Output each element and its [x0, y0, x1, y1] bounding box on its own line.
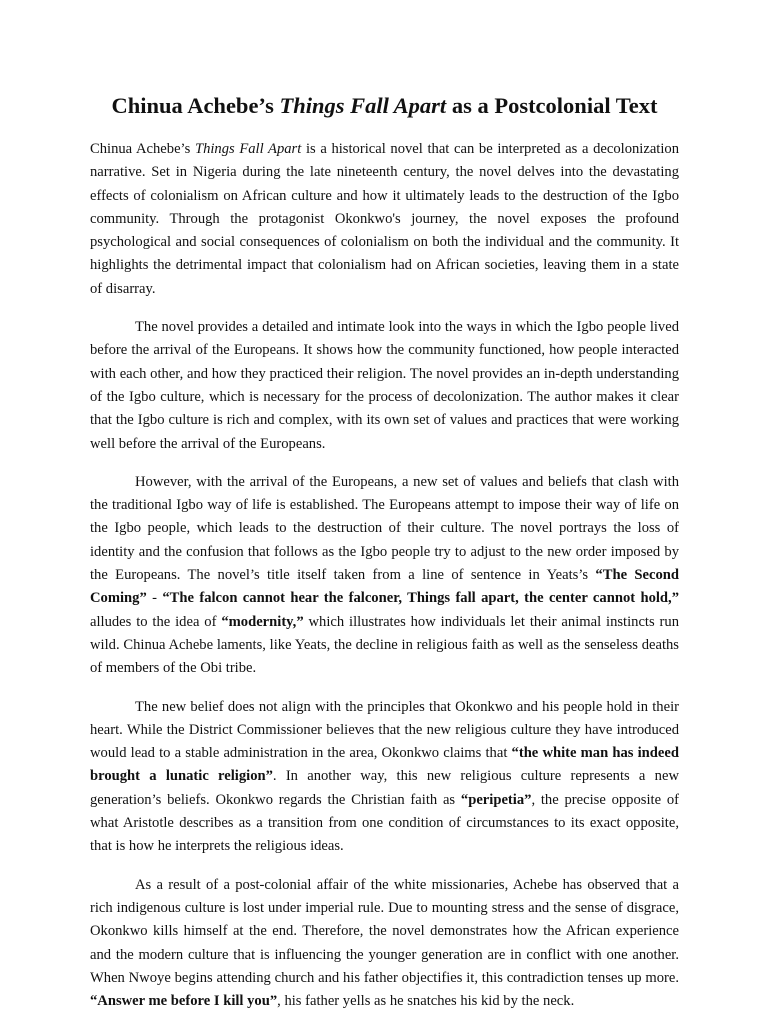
- text-run: The new belief does not align with the principles that Okonkwo and his people hold in their heart. While the District Commissioner believes that the new religious culture they have introduced would lead to a stable administration in the area, Okonkwo claims that: [90, 698, 679, 762]
- paragraph-1: [90, 138, 679, 301]
- paragraph-2: [90, 316, 679, 456]
- text-run: As a result of a post-colonial affair of the white missionaries, Achebe has observed that a rich indigenous culture is lost under imperial rule. Due to mounting stress and the sense of disgrace, Okonkwo kills himself at the end. Therefore, the novel demonstrates how the African experience and the modern culture that is influencing the younger generation are in conflict with one another. When Nwoye begins attending church and his father objectifies it, this contradiction tenses up more.: [90, 876, 679, 986]
- quoted-phrase: “the white man has indeed brought a lunatic religion”: [90, 745, 679, 785]
- paragraph-5: [90, 874, 679, 1014]
- title-rest: as a Postcolonial Text: [446, 93, 658, 118]
- text-run: is a historical novel that can be interpreted as a decolonization narrative. Set in Nigeria during the late nineteenth century, the novel delves into the devastating effects of colonialism on African culture and how it ultimately leads to the destruction of the Igbo community. Through the protagonist Okonkwo's journey, the novel exposes the profound psychological and social consequences of colonialism on both the individual and the community. It highlights the detrimental impact that colonialism had on African societies, leaving them in a state of disarray.: [90, 141, 680, 297]
- text-run: -: [146, 590, 163, 607]
- paragraph-3: [90, 471, 679, 681]
- book-title-italic: Things Fall Apart: [194, 141, 302, 157]
- text-run: Chinua Achebe’s: [90, 141, 195, 157]
- title-book-name: Things Fall Apart: [279, 93, 447, 118]
- quoted-phrase: “Answer me before I kill you”: [90, 993, 278, 1010]
- quoted-phrase: “peripetia”: [460, 791, 532, 808]
- text-run: alludes to the idea of: [90, 613, 222, 630]
- text-run: However, with the arrival of the Europeans, a new set of values and beliefs that clash with the traditional Igbo way of life is established. The Europeans attempt to impose their way of life on the Igbo people, which leads to the destruction of their culture. The novel portrays the loss of identity and the confusion that follows as the Igbo people try to adjust to the new order imposed by the Europeans. The novel’s title itself taken from a line of sentence in Yeats’s: [90, 473, 679, 584]
- quoted-phrase: “The Second Coming”: [90, 567, 679, 607]
- document-body: [90, 138, 679, 1013]
- title-author-part: Chinua Achebe’s: [111, 93, 280, 118]
- text-run: which illustrates how individuals let their animal instincts run wild. Chinua Achebe laments, like Yeats, the decline in religious faith as well as the senseless deaths of members of the Obi tribe.: [90, 613, 679, 677]
- document-page: [90, 92, 679, 1028]
- quoted-phrase: “modernity,”: [221, 613, 304, 630]
- text-run: The novel provides a detailed and intimate look into the ways in which the Igbo people lived before the arrival of the Europeans. It shows how the community functioned, how people interacted with each other, and how they practiced their religion. The novel provides an in-depth understanding of the Igbo culture, which is necessary for the process of decolonization. The author makes it clear that the Igbo culture is rich and complex, with its own set of values and practices that were working well before the arrival of the Europeans.: [90, 319, 679, 452]
- paragraph-4: [90, 696, 679, 859]
- text-run: . In another way, this new religious culture represents a new generation’s beliefs. Okonkwo regards the Christian faith as: [90, 768, 679, 808]
- text-run: , the precise opposite of what Aristotle describes as a transition from one condition of circumstances to its exact opposite, that is how he interprets the religious ideas.: [90, 791, 679, 855]
- quoted-phrase: “The falcon cannot hear the falconer, Things fall apart, the center cannot hold,”: [162, 590, 679, 607]
- text-run: , his father yells as he snatches his kid by the neck.: [277, 993, 575, 1010]
- document-title: [90, 92, 679, 120]
